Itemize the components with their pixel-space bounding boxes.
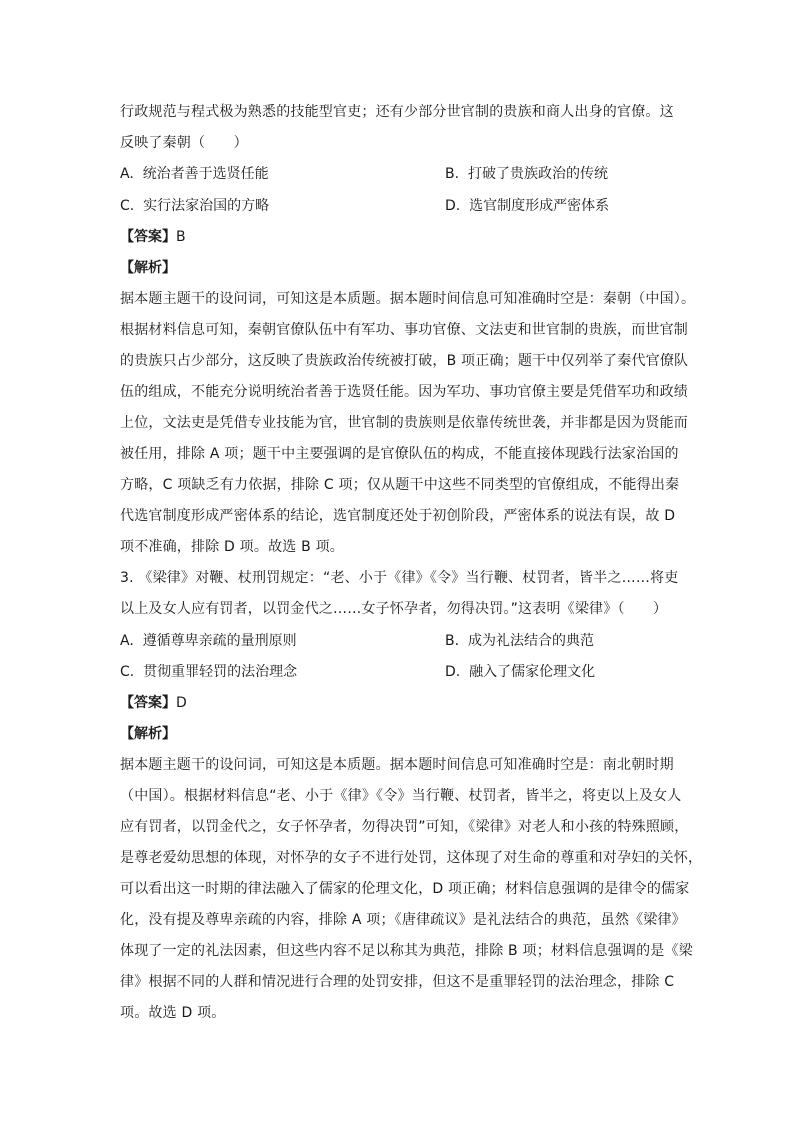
option-text: 贯彻重罪轻罚的法治理念 <box>143 664 298 680</box>
q2-option-b <box>445 164 608 184</box>
q2-analysis-line: 根据材料信息可知，秦朝官僚队伍中有军功、事功官僚、文法吏和世官制的贵族，而世官制 <box>120 322 688 338</box>
q2-option-a <box>120 164 269 184</box>
q2-stem-line-2: 反映了秦朝（ ） <box>120 135 248 151</box>
q2-option-c <box>120 196 269 216</box>
option-letter: A. <box>120 633 134 649</box>
option-text: 打破了贵族政治的传统 <box>467 166 608 182</box>
option-text: 成为礼法结合的典范 <box>467 633 594 649</box>
q3-analysis-line: 可以看出这一时期的律法融入了儒家的伦理文化，D 项正确；材料信息强调的是律令的儒家 <box>120 881 690 897</box>
option-text: 实行法家治国的方略 <box>143 198 270 214</box>
q2-analysis-line: 被任用，排除 A 项；题干中主要强调的是官僚队伍的构成，不能直接体现践行法家治国的 <box>120 446 679 462</box>
option-letter: D. <box>445 198 461 214</box>
option-letter: C. <box>120 664 135 680</box>
q3-analysis-line: 体现了一定的礼法因素，但这些内容不足以称其为典范，排除 B 项；材料信息强调的是《梁 <box>120 943 693 959</box>
q3-option-c <box>120 662 297 682</box>
answer-value: B <box>176 229 186 245</box>
q2-analysis-line: 项不准确，排除 D 项。故选 B 项。 <box>120 539 344 555</box>
q2-analysis-line: 上位，文法吏是凭借专业技能为官，世官制的贵族则是依靠传统世袭，并非都是因为贤能而 <box>120 415 688 431</box>
q2-analysis-line: 代选官制度形成严密体系的结论，选官制度还处于初创阶段，严密体系的说法有误，故 D <box>120 508 676 524</box>
q3-analysis-line: 应有罚者，以罚金代之，女子怀孕者，勿得决罚”可知，《梁律》对老人和小孩的特殊照顾， <box>120 819 689 835</box>
option-letter: C. <box>120 198 135 214</box>
q3-stem-line-2: 以上及女人应有罚者，以罚金代之……女子怀孕者，勿得决罚。”这表明《梁律》（ ） <box>120 601 668 617</box>
q3-analysis-line: 化，没有提及尊卑亲疏的内容，排除 A 项；《唐律疏议》是礼法结合的典范，虽然《梁律》 <box>120 912 686 928</box>
answer-value: D <box>176 695 187 711</box>
option-letter: B. <box>445 166 460 182</box>
q3-answer <box>120 693 187 713</box>
answer-label: 【答案】 <box>120 229 176 245</box>
option-text: 选官制度形成严密体系 <box>469 198 610 214</box>
option-letter: D. <box>445 664 461 680</box>
q2-analysis-line: 伍的组成，不能充分说明统治者善于选贤任能。因为军功、事功官僚主要是凭借军功和政绩 <box>120 384 688 400</box>
q3-analysis-line: （中国）。根据材料信息“老、小于《律》《令》当行鞭、杖罚者，皆半之，将吏以上及女人 <box>120 788 682 804</box>
q2-answer <box>120 227 186 247</box>
q2-analysis-line: 据本题主题干的设问词，可知这是本质题。据本题时间信息可知准确时空是：秦朝（中国）。 <box>120 291 696 307</box>
q2-analysis-line: 方略，C 项缺乏有力依据，排除 C 项；仅从题干中这些不同类型的官僚组成，不能得出秦 <box>120 477 680 493</box>
q3-analysis-line: 律》根据不同的人群和情况进行合理的处罚安排，但这不是重罪轻罚的法治理念，排除 C <box>120 974 675 990</box>
q2-analysis-label: 【解析】 <box>120 260 176 276</box>
option-letter: A. <box>120 166 134 182</box>
q3-stem-line-1: 3. 《梁律》对鞭、杖刑罚规定：“老、小于《律》《令》当行鞭、杖罚者，皆半之……将吏 <box>120 570 679 586</box>
q3-option-a <box>120 631 297 651</box>
q3-option-d <box>445 662 595 682</box>
q3-analysis-line: 项。故选 D 项。 <box>120 1005 226 1021</box>
q3-analysis-label: 【解析】 <box>120 726 176 742</box>
q3-analysis-line: 据本题主题干的设问词，可知这是本质题。据本题时间信息可知准确时空是：南北朝时期 <box>120 757 674 773</box>
q2-option-d <box>445 196 609 216</box>
option-text: 遵循尊卑亲疏的量刑原则 <box>142 633 297 649</box>
option-letter: B. <box>445 633 460 649</box>
q3-option-b <box>445 631 594 651</box>
q2-analysis-line: 的贵族只占少部分，这反映了贵族政治传统被打破，B 项正确；题干中仅列举了秦代官僚队 <box>120 353 689 369</box>
option-text: 融入了儒家伦理文化 <box>469 664 596 680</box>
option-text: 统治者善于选贤任能 <box>142 166 269 182</box>
answer-label: 【答案】 <box>120 695 176 711</box>
q2-stem-line-1: 行政规范与程式极为熟悉的技能型官吏；还有少部分世官制的贵族和商人出身的官僚。这 <box>120 104 674 120</box>
q3-analysis-line: 是尊老爱幼思想的体现，对怀孕的女子不进行处罚，这体现了对生命的尊重和对孕妇的关怀， <box>120 850 703 866</box>
